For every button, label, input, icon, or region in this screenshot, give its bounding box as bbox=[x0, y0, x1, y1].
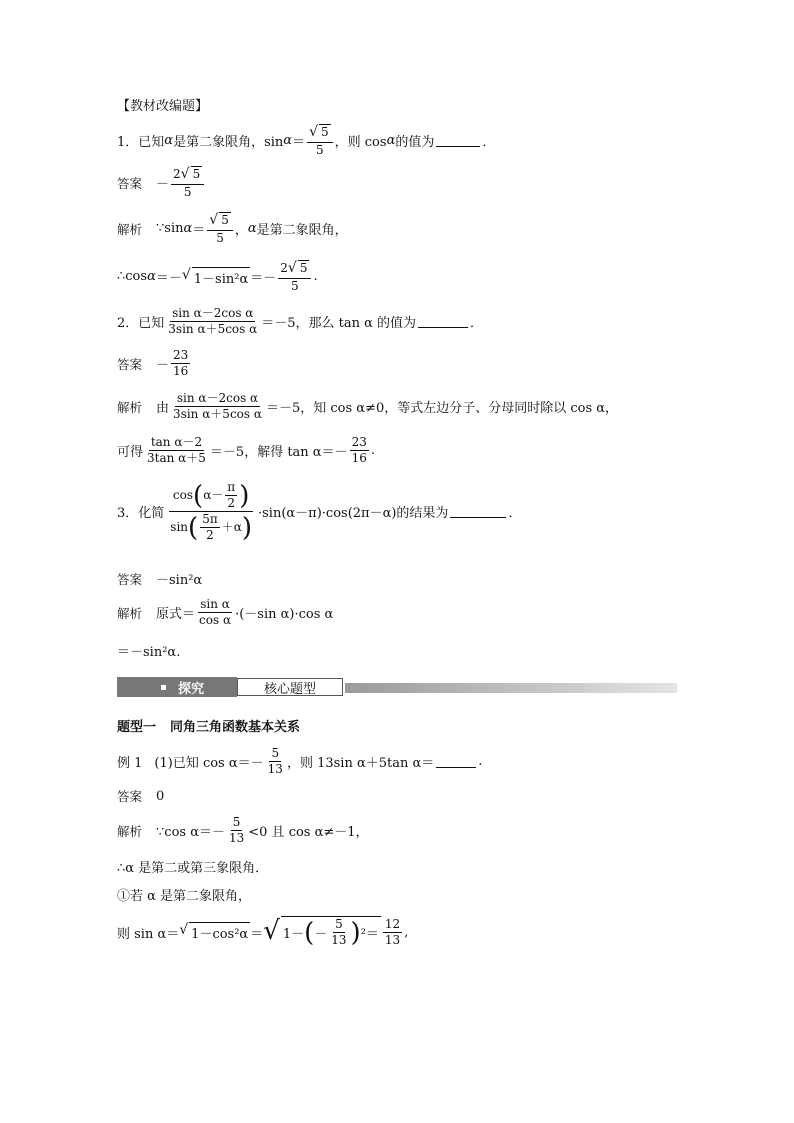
fraction-numerator: sin α－2cos α bbox=[176, 391, 259, 405]
radicand: 1－cos²α bbox=[189, 922, 250, 942]
expression-text: ＋α bbox=[221, 520, 242, 534]
question-3 bbox=[117, 480, 521, 543]
fraction bbox=[329, 917, 348, 948]
fraction-denominator: 16 bbox=[173, 364, 189, 378]
square-root: √ 1－ ( － $\frac{5}{13}$ ) ²＝ bbox=[263, 916, 379, 948]
answer-3 bbox=[117, 569, 202, 588]
question-end: ． bbox=[470, 316, 484, 331]
question-number: 3． bbox=[117, 506, 139, 521]
radical-value: 5 bbox=[298, 260, 310, 278]
minus-sign: － bbox=[156, 177, 170, 193]
solution-text: 是第二象限角， bbox=[256, 223, 348, 239]
question-text: 是第二象限角，sin bbox=[173, 135, 284, 151]
question-text: 已知 bbox=[138, 316, 165, 331]
type-title: 同角三角函数基本关系 bbox=[170, 720, 301, 735]
fraction: √ 5 5 bbox=[307, 124, 333, 158]
example-end: . bbox=[478, 754, 483, 769]
fraction bbox=[171, 391, 264, 422]
fraction-denominator: 16 bbox=[351, 451, 367, 465]
solution-text: ＝－ bbox=[250, 271, 277, 287]
fraction-denominator: 13 bbox=[267, 762, 283, 776]
example-1 bbox=[117, 746, 482, 777]
fraction-denominator: 2 bbox=[227, 496, 236, 510]
solution-3 bbox=[117, 597, 333, 628]
solution-3-line-2 bbox=[117, 641, 180, 660]
fraction bbox=[197, 597, 233, 628]
example-solution-line-3 bbox=[117, 885, 251, 904]
answer-label: 答案 bbox=[117, 571, 143, 587]
fraction-numerator: 5 bbox=[335, 917, 343, 931]
minus-sign: － bbox=[156, 358, 170, 373]
fraction bbox=[145, 435, 208, 466]
question-number: 2． bbox=[117, 316, 139, 331]
fraction-numerator: 12 bbox=[384, 916, 401, 931]
answer-2 bbox=[117, 348, 192, 379]
question-text: ＝－5，那么 tan α 的值为 bbox=[261, 316, 417, 331]
section-subtitle: 核心题型 bbox=[263, 681, 316, 697]
solution-1-line-2 bbox=[117, 260, 318, 294]
example-solution-line-4 bbox=[117, 916, 408, 948]
solution-text: ∴α 是第二或第三象限角． bbox=[117, 861, 269, 876]
question-number: 1． bbox=[117, 135, 139, 151]
answer-label: 答案 bbox=[117, 356, 143, 372]
fraction bbox=[350, 435, 369, 466]
fraction bbox=[200, 512, 220, 543]
period: . bbox=[370, 443, 376, 458]
square-root: √ 1－sin²α bbox=[181, 266, 249, 287]
answer-label: 答案 bbox=[117, 175, 143, 191]
example-text: ，则 13sin α＋5tan α＝ bbox=[286, 756, 435, 771]
symbol-alpha: α bbox=[147, 269, 156, 285]
example-solution-line-2 bbox=[117, 857, 268, 876]
solution-text: ， bbox=[234, 223, 248, 239]
fraction bbox=[383, 917, 402, 948]
answer-value: －sin²α bbox=[156, 573, 203, 588]
answer-1 bbox=[117, 166, 206, 200]
fraction-numerator: 23 bbox=[173, 348, 189, 362]
expression-text: α－ bbox=[203, 488, 224, 502]
question-end: ． bbox=[482, 135, 496, 151]
section-title: 探究 bbox=[178, 681, 205, 697]
radical-value: 5 bbox=[191, 166, 203, 184]
fraction-denominator: 5 bbox=[183, 184, 192, 199]
square-bullet-icon bbox=[161, 685, 166, 690]
answer-blank bbox=[418, 315, 468, 328]
question-text: 已知 bbox=[138, 135, 165, 151]
solution-text: ＝－sin²α. bbox=[117, 645, 181, 660]
question-text: 的值为 bbox=[395, 135, 435, 151]
expression-text: 1－ bbox=[282, 927, 305, 942]
section-banner-left bbox=[117, 677, 237, 697]
function-cos: cos bbox=[172, 488, 194, 502]
fraction bbox=[171, 348, 190, 379]
question-end: ． bbox=[508, 506, 522, 521]
fraction: 2 √ 5 5 bbox=[171, 166, 204, 200]
symbol-alpha: α bbox=[164, 133, 174, 149]
symbol-alpha: α bbox=[386, 133, 396, 149]
answer-blank bbox=[450, 505, 506, 518]
solution-label: 解析 bbox=[117, 823, 143, 839]
square-root: √ 1－cos²α bbox=[179, 922, 249, 942]
solution-text: ①若 α 是第二象限角， bbox=[117, 889, 252, 904]
question-text: 化简 bbox=[138, 506, 165, 521]
fraction-numerator: 5 bbox=[319, 124, 331, 142]
equals-sign: ＝ bbox=[192, 223, 206, 239]
expression-text: ²＝ bbox=[360, 927, 379, 942]
section-divider bbox=[345, 683, 677, 693]
fraction bbox=[225, 480, 237, 511]
fraction bbox=[166, 306, 259, 337]
solution-label: 解析 bbox=[117, 221, 143, 237]
fraction-numerator: 2 bbox=[173, 167, 181, 181]
question-text: ，则 cos bbox=[334, 135, 387, 151]
section-header bbox=[117, 95, 208, 114]
fraction-denominator: 13 bbox=[384, 932, 401, 947]
symbol-alpha: α bbox=[183, 221, 193, 237]
solution-label: 解析 bbox=[117, 605, 143, 621]
example-label: 例 1 bbox=[117, 756, 143, 771]
function-sin: sin bbox=[170, 520, 189, 534]
type-heading bbox=[117, 716, 300, 735]
fraction-denominator: cos α bbox=[199, 613, 232, 627]
fraction-denominator: 3sin α＋5cos α bbox=[173, 407, 262, 421]
solution-text: ＝ bbox=[250, 926, 264, 942]
fraction-numerator: 5 bbox=[219, 212, 231, 230]
fraction-denominator: 3tan α＋5 bbox=[147, 451, 206, 465]
fraction-numerator: tan α－2 bbox=[150, 435, 203, 449]
solution-text: ＝－ bbox=[155, 271, 182, 287]
section-banner-right bbox=[237, 678, 343, 696]
solution-text: ＝－5，知 cos α≠0，等式左边分子、分母同时除以 cos α， bbox=[265, 401, 619, 416]
fraction-denominator: 13 bbox=[331, 933, 347, 947]
fraction: cos ( α－ $\frac{\pi}{2}$ ) sin ( $\frac{5\pi}{2}$ ＋α ) bbox=[170, 480, 252, 543]
fraction-denominator: 5 bbox=[316, 142, 324, 157]
radicand: 1－sin²α bbox=[192, 267, 250, 287]
symbol-alpha: α bbox=[247, 221, 257, 237]
solution-text: 原式＝ bbox=[156, 607, 196, 622]
fraction-denominator: 3sin α＋5cos α bbox=[168, 322, 258, 336]
fraction-numerator: 23 bbox=[351, 435, 367, 449]
answer-value: 0 bbox=[156, 788, 165, 804]
fraction-numerator: 2 bbox=[280, 261, 288, 275]
solution-text: ∵cos α＝－ bbox=[156, 825, 225, 840]
fraction-denominator: 5 bbox=[291, 278, 299, 293]
fraction-denominator: 5 bbox=[216, 230, 224, 245]
solution-text: <0 且 cos α≠－1， bbox=[248, 825, 369, 840]
header-label: 【教材改编题】 bbox=[117, 99, 209, 114]
solution-2-line-2 bbox=[117, 435, 375, 466]
solution-text: ∴cos bbox=[117, 269, 148, 285]
answer-blank bbox=[436, 755, 476, 768]
type-label: 题型一 bbox=[117, 720, 157, 735]
fraction-numerator: 5π bbox=[202, 512, 218, 526]
fraction-numerator: 5 bbox=[232, 815, 241, 829]
fraction-denominator: 13 bbox=[228, 831, 245, 845]
symbol-alpha: α bbox=[283, 133, 293, 149]
fraction bbox=[266, 746, 285, 777]
equals-sign: ＝ bbox=[292, 135, 306, 151]
solution-2 bbox=[117, 391, 618, 422]
solution-text: ＝－5，解得 tan α＝－ bbox=[209, 445, 348, 460]
example-answer bbox=[117, 787, 164, 805]
fraction: 2 √ 5 5 bbox=[278, 260, 311, 294]
solution-1 bbox=[117, 212, 348, 246]
solution-text: 可得 bbox=[117, 445, 144, 460]
solution-label: 解析 bbox=[117, 399, 143, 415]
example-text: (1)已知 cos α＝－ bbox=[154, 756, 264, 771]
solution-text: ·(－sin α)·cos α bbox=[235, 607, 334, 622]
solution-text: ∵sin bbox=[156, 221, 184, 237]
fraction bbox=[227, 815, 246, 846]
fraction-denominator: 2 bbox=[206, 528, 214, 542]
question-2 bbox=[117, 306, 483, 337]
example-solution bbox=[117, 815, 369, 846]
fraction-numerator: sin α－2cos α bbox=[172, 306, 254, 320]
fraction-numerator: π bbox=[227, 480, 236, 494]
question-1 bbox=[117, 124, 495, 158]
solution-text: 由 bbox=[156, 401, 170, 416]
fraction-numerator: 5 bbox=[271, 746, 280, 760]
comma: , bbox=[404, 924, 409, 940]
answer-label: 答案 bbox=[117, 789, 143, 804]
answer-blank bbox=[436, 134, 480, 147]
question-text: ·sin(α－π)·cos(2π－α)的结果为 bbox=[257, 506, 449, 521]
solution-text: 则 sin α＝ bbox=[117, 926, 180, 942]
fraction: √ 5 5 bbox=[207, 212, 233, 246]
section-banner bbox=[117, 677, 677, 697]
period: . bbox=[313, 269, 318, 285]
fraction-numerator: sin α bbox=[200, 597, 230, 611]
